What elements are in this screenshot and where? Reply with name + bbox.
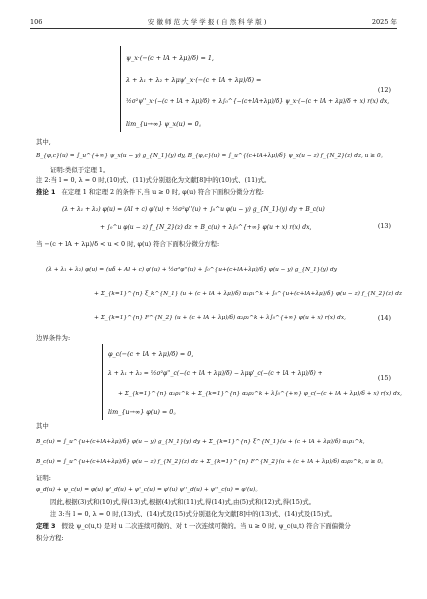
header-rule: [30, 28, 397, 29]
equation-number-12: (12): [377, 86, 391, 94]
equation-brace-15: [102, 344, 103, 420]
running-header: [30, 14, 397, 26]
eq14-line-2: + Σ_{k=1}^{n} ξ_k^{N_1} (u + (c + lA + λμ)/δ) α₁ρ₁^k + ∫₀^{u+(c+lA+λμ)/δ} φ(u − z) f_{N_2}(z) dz: [94, 291, 403, 297]
equation-number-13: (13): [377, 222, 391, 230]
para2-proof-equation: φ_d(u) + ψ_c(u) = φ(u) ψ'_d(u) + ψ'_c(u) = φ'(u) ψ''_d(u) + ψ''_c(u) = φ'(u)。: [36, 487, 262, 493]
corollary1-text: 在定理 1 和定理 2 的条件下,当 u ≥ 0 时, φ(u) 符合下面积分微分方程:: [61, 188, 264, 196]
para1-intro: 其中,: [36, 138, 51, 146]
eq12-line-2: λ + λ₁ + λ₂ + λμψ'_x·(−(c + lA + λμ)/δ) =: [126, 76, 262, 84]
corollary1-title: 推论 1: [36, 188, 56, 196]
eq13-line-1: (λ + λ₁ + λ₂) φ(u) = (Al + c) φ'(u) + ½σ²φ''(u) + ∫₀^u φ(u − y) g_{N_1}(y) dy + B_c(u): [62, 206, 325, 213]
page-number: 106: [30, 18, 43, 26]
para2-b1: B_c(u) = ∫_u^{u+(c+lA+λμ)/δ} φ(u − y) g_{N_1}(y) dy + Σ_{k=1}^{n} ξ^{N_1}(u + (c + lA + λμ)/δ) α₁ρ₁^k,: [36, 439, 365, 445]
equation-number-14: (14): [377, 314, 391, 322]
eq15-line-2: λ + λ₁ + λ₂ = ½σ²φ''_c(−(c + lA + λμ)/δ) − λμφ'_c(−(c + lA + λμ)/δ) +: [108, 370, 323, 377]
eq12-line-3: ½σ²ψ''_x·(−(c + lA + λμ)/δ) + λ∫₀^{−(c+lA+λμ)/δ} ψ_x·(−(c + lA + λμ)/δ + x) r(x) dx,: [126, 98, 390, 105]
para1-proof: 证明:类似于定理 1。: [50, 166, 110, 174]
eq12-line-4: lim_{u→∞} ψ_x(u) = 0。: [126, 120, 206, 128]
eq14-line-3: + Σ_{k=1}^{n} F^{N_2} (u + (c + lA + λμ)/δ) α₂ρ₂^k + λ∫₀^{+∞} φ(u + x) r(x) dx,: [94, 315, 346, 321]
eq14-line-1: (λ + λ₁ + λ₂) φ(u) = (uδ + Al + c) φ'(u) + ½σ²φ''(u) + ∫₀^{u+(c+lA+λμ)/δ} φ(u − y) g_{N_1}(y) dy: [46, 267, 338, 273]
theorem3-text-1: 假设 ψ_c(u,t) 是对 u 二次连续可微的、对 t 一次连续可微的。当 u ≥ 0 时, ψ_c(u,t) 符合下面偏微分: [61, 522, 351, 530]
para2-intro: 其中: [36, 422, 49, 430]
para2-text-1: 因此,根据(3)式和(10)式,得(13)式,根据(4)式和(11)式,得(14)式,由(5)式和(12)式,得(15)式。: [50, 498, 316, 506]
eq15-line-4: lim_{u→∞} φ(u) = 0。: [108, 408, 180, 416]
journal-year: 2025 年: [371, 18, 397, 26]
theorem3-heading: [36, 522, 351, 530]
para1-note: 注 2:当 l = 0, λ = 0 时,(10)式、(11)式分别退化为文献[8]中的(10)式、(11)式。: [36, 176, 271, 184]
eq15-line-1: φ_c(−(c + lA + λμ)/δ) = 0,: [108, 350, 194, 358]
para2-proof: 证明:: [36, 474, 51, 482]
eq13-line-2: + ∫₀^u φ(u − z) f_{N_2}(z) dz + B_c(u) + λ∫₀^{+∞} φ(u + x) r(x) dx,: [100, 224, 312, 231]
theorem3-title: 定理 3: [36, 522, 56, 530]
journal-title: 安 徽 师 范 大 学 学 报 ( 自 然 科 学 版 ): [147, 18, 267, 26]
eq12-line-1: ψ_x·(−(c + lA + λμ)/δ) = 1,: [126, 54, 214, 62]
para1-definition: B_{φ,c}(u) = ∫_u^{+∞} ψ_x(u − y) g_{N_1}(y) dy, B_{φ,c}(u) = ∫_u^{(c+lA+λμ)/δ} ψ_x(u − z) f_{N_2}(z) dz, u ≥ 0。: [36, 153, 387, 159]
corollary1-condition: 当 −(c + lA + λμ)/δ < u < 0 时, φ(u) 符合下面积分微分方程:: [36, 240, 220, 248]
para2-text-2: 注 3:当 l = 0, λ = 0 时,(13)式、(14)式及(15)式分别退化为文献[8]中的(13)式、(14)式及(15)式。: [50, 510, 337, 518]
equation-brace-12: [120, 46, 121, 132]
corollary1-heading: [36, 188, 264, 196]
equation-number-15: (15): [377, 374, 391, 382]
eq15-line-3: + Σ_{k=1}^{n} α₁ρ₁^k + Σ_{k=1}^{n} α₂ρ₂^k + λ∫₀^{+∞} φ_c(−(c + lA + λμ)/δ + x) r(x) dx,: [118, 391, 402, 397]
boundary-intro: 边界条件为:: [36, 334, 71, 342]
theorem3-text-2: 积分方程:: [36, 534, 64, 542]
para2-b2: B_c(u) = ∫_u^{u+(c+lA+λμ)/δ} φ(u − z) f_{N_2}(z) dz + Σ_{k=1}^{n} F^{N_2}(u + (c + lA + λμ)/δ) α₂ρ₂^k, u ≥ 0。: [36, 459, 387, 465]
